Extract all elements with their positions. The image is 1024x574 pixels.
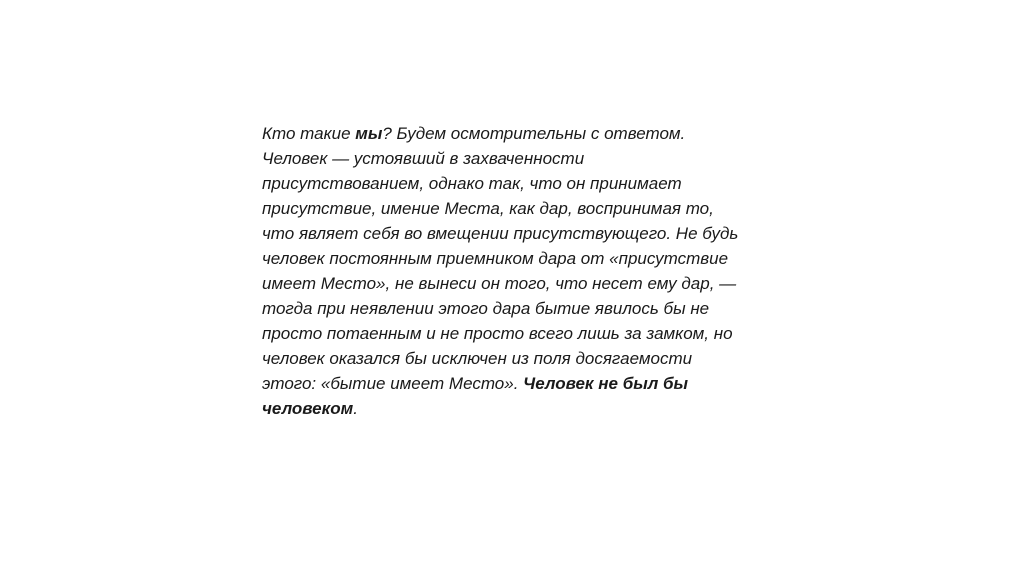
text-line <box>262 121 782 146</box>
bold-text-segment: Человек не был бы <box>523 374 689 393</box>
text-line <box>262 196 782 221</box>
text-segment: . <box>353 399 358 418</box>
text-segment: просто потаенным и не просто всего лишь за замком, но <box>262 324 733 343</box>
text-line <box>262 371 782 396</box>
text-segment: присутствие, имение Места, как дар, воспринимая то, <box>262 199 714 218</box>
text-segment: Человек — устоявший в захваченности <box>262 149 585 168</box>
text-segment: Кто такие <box>262 124 356 143</box>
text-line <box>262 346 782 371</box>
text-line <box>262 396 782 421</box>
text-segment: человек оказался бы исключен из поля досягаемости <box>262 349 693 368</box>
text-line <box>262 246 782 271</box>
text-line <box>262 171 782 196</box>
text-segment: человек постоянным приемником дара от «присутствие <box>262 249 729 268</box>
text-line <box>262 271 782 296</box>
text-line <box>262 221 782 246</box>
text-segment: что являет себя во вмещении присутствующего. Не будь <box>262 224 739 243</box>
text-segment: тогда при неявлении этого дара бытие явилось бы не <box>262 299 710 318</box>
bold-text-segment: человеком <box>262 399 354 418</box>
text-segment: ? Будем осмотрительны с ответом. <box>382 124 686 143</box>
text-segment: имеет Место», не вынеси он того, что несет ему дар, — <box>262 274 737 293</box>
text-line <box>262 296 782 321</box>
quote-text-block <box>262 121 782 421</box>
text-line <box>262 146 782 171</box>
text-segment: этого: «бытие имеет Место». <box>262 374 524 393</box>
text-segment: присутствованием, однако так, что он принимает <box>262 174 682 193</box>
text-line <box>262 321 782 346</box>
bold-text-segment: мы <box>355 124 383 143</box>
